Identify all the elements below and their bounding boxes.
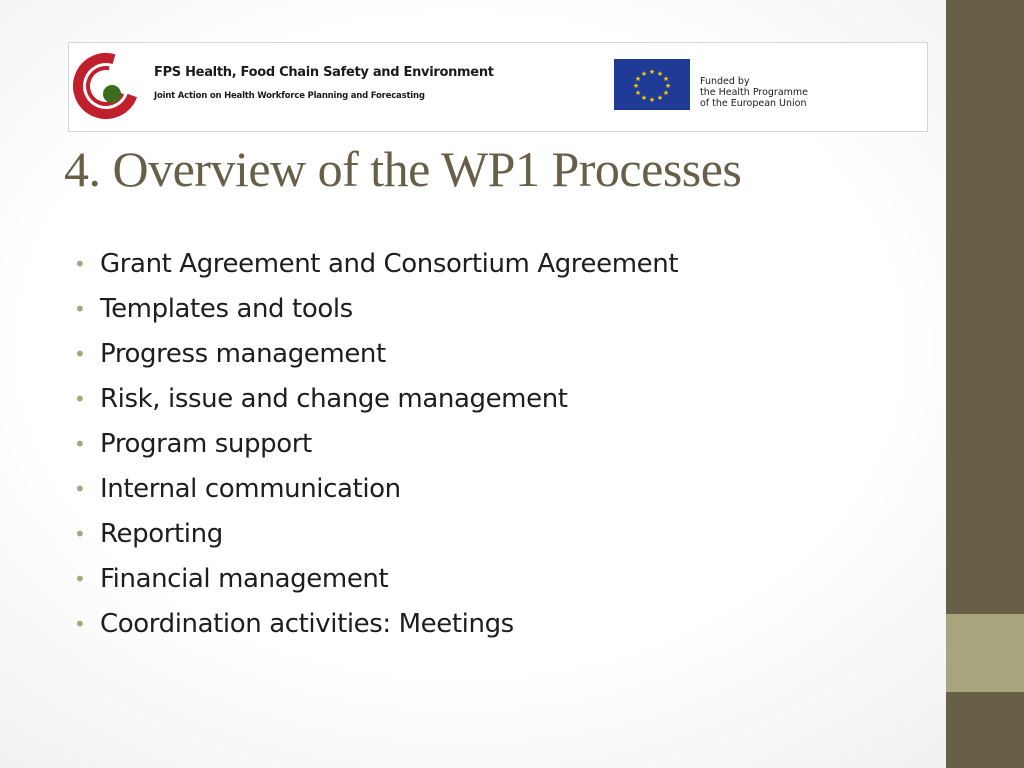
list-item — [74, 245, 678, 290]
funding-note — [700, 76, 808, 109]
svg-text:★: ★ — [648, 96, 656, 104]
bullet-list — [74, 245, 678, 650]
svg-text:★: ★ — [640, 70, 648, 78]
funding-line: of the European Union — [700, 98, 807, 109]
list-item — [74, 335, 678, 380]
bullet-icon: • — [74, 432, 86, 456]
list-item — [74, 515, 678, 560]
list-item-text: Progress management — [100, 339, 386, 369]
bullet-icon: • — [74, 387, 86, 411]
bullet-icon: • — [74, 252, 86, 276]
svg-text:★: ★ — [664, 82, 672, 90]
svg-text:★: ★ — [648, 68, 656, 76]
svg-text:★: ★ — [662, 75, 670, 83]
svg-text:★: ★ — [632, 82, 640, 90]
org-subtitle: Joint Action on Health Workforce Planning and Forecasting — [154, 91, 425, 101]
svg-text:★: ★ — [656, 70, 664, 78]
sidebar-accent — [946, 614, 1024, 692]
org-name: FPS Health, Food Chain Safety and Environment — [154, 65, 494, 80]
list-item — [74, 290, 678, 335]
funding-line: the Health Programme — [700, 87, 809, 98]
fps-health-logo-icon — [70, 50, 142, 122]
svg-text:★: ★ — [662, 89, 670, 97]
list-item-text: Grant Agreement and Consortium Agreement — [100, 249, 679, 279]
svg-text:★: ★ — [656, 94, 664, 102]
funding-line: Funded by — [700, 76, 750, 87]
list-item-text: Program support — [100, 429, 312, 459]
list-item-text: Coordination activities: Meetings — [100, 609, 514, 639]
list-item-text: Risk, issue and change management — [100, 384, 568, 414]
bullet-icon: • — [74, 477, 86, 501]
list-item — [74, 425, 678, 470]
svg-text:★: ★ — [634, 75, 642, 83]
slide-title: 4. Overview of the WP1 Processes — [64, 141, 742, 197]
list-item — [74, 380, 678, 425]
list-item — [74, 605, 678, 650]
list-item-text: Reporting — [100, 519, 223, 549]
list-item — [74, 560, 678, 605]
eu-flag-icon — [614, 59, 690, 110]
list-item — [74, 470, 678, 515]
svg-text:★: ★ — [634, 89, 642, 97]
bullet-icon: • — [74, 612, 86, 636]
bullet-icon: • — [74, 297, 86, 321]
bullet-icon: • — [74, 522, 86, 546]
list-item-text: Templates and tools — [100, 294, 353, 324]
bullet-icon: • — [74, 342, 86, 366]
list-item-text: Internal communication — [100, 474, 401, 504]
svg-text:★: ★ — [640, 94, 648, 102]
list-item-text: Financial management — [100, 564, 389, 594]
bullet-icon: • — [74, 567, 86, 591]
